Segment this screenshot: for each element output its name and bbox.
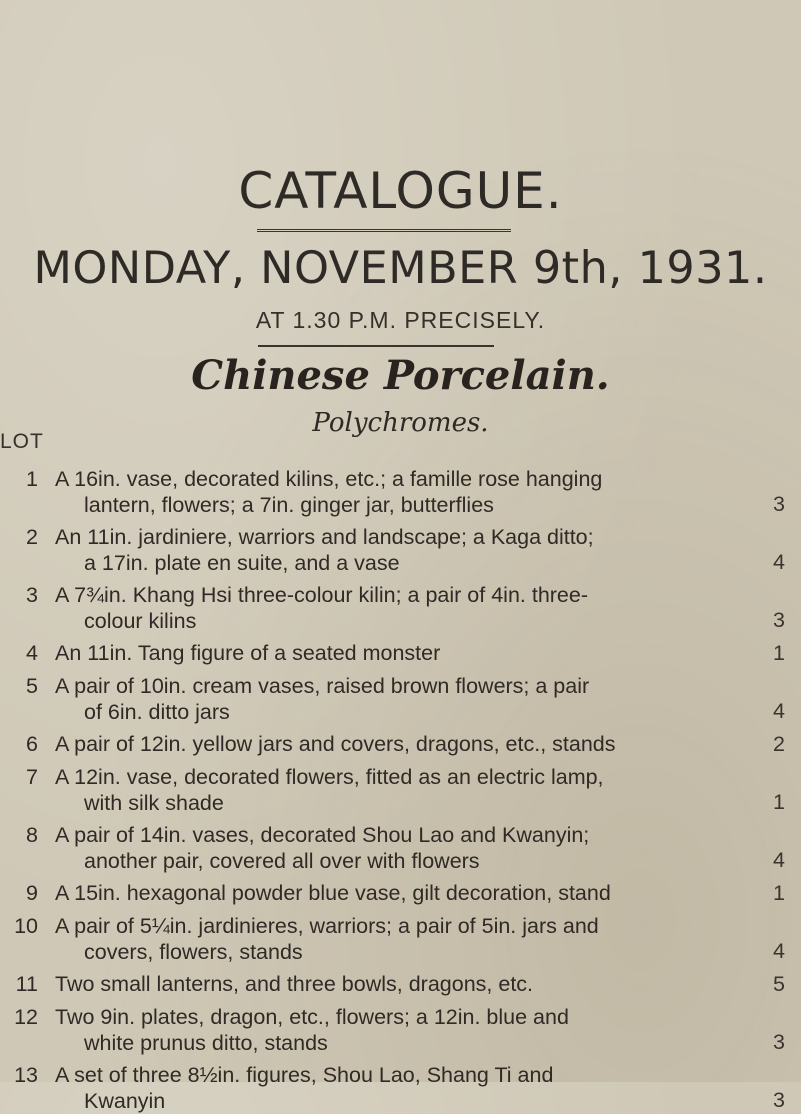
lot-margin-figure: 2 [773,732,785,756]
lot-number: 2 [26,525,38,549]
lot-margin-figure: 1 [773,790,785,814]
lot-margin-figure: 3 [773,492,785,516]
lot-number: 5 [26,674,38,698]
sale-date-heading: MONDAY, NOVEMBER 9th, 1931. [33,243,768,294]
lot-number: 9 [26,881,38,905]
lot-description-line: An 11in. jardiniere, warriors and landscape; a Kaga ditto; [55,525,594,549]
lot-description-line: A 12in. vase, decorated flowers, fitted as an electric lamp, [55,765,604,789]
lot-margin-figure: 4 [773,699,785,723]
lot-description [55,1004,735,1056]
lot-number: 12 [14,1005,38,1029]
lot-description-line: lantern, flowers; a 7in. ginger jar, butterflies [84,493,494,517]
lot-description-line: covers, flowers, stands [84,940,303,964]
lot-description-line: Two 9in. plates, dragon, etc., flowers; a 12in. blue and [55,1005,569,1029]
lot-description [55,764,735,816]
lot-margin-figure: 1 [773,881,785,905]
lot-description [55,971,735,997]
lot-description [55,466,735,518]
lot-description [55,1062,735,1114]
time-rule [258,345,494,347]
lot-number: 1 [26,467,38,491]
lot-margin-figure: 5 [773,972,785,996]
lot-margin-figure: 3 [773,1030,785,1054]
lot-number: 10 [14,914,38,938]
lot-margin-figure: 3 [773,1088,785,1112]
lot-description-line: A pair of 10in. cream vases, raised brown flowers; a pair [55,674,590,698]
lot-number: 13 [14,1063,38,1087]
lot-margin-figure: 4 [773,550,785,574]
lot-description [55,582,735,634]
lot-description-line: A pair of 5¼in. jardinieres, warriors; a pair of 5in. jars and [55,914,599,938]
lot-number: 3 [26,583,38,607]
lot-margin-figure: 4 [773,848,785,872]
lot-description-line: a 17in. plate en suite, and a vase [84,551,400,575]
lot-description-line: A 16in. vase, decorated kilins, etc.; a famille rose hanging [55,467,603,491]
lot-description-line: A 15in. hexagonal powder blue vase, gilt decoration, stand [55,881,611,905]
catalogue-title: CATALOGUE. [238,162,563,220]
lot-margin-figure: 1 [773,641,785,665]
lot-description [55,640,735,666]
lot-description [55,913,735,965]
lot-description-line: A pair of 12in. yellow jars and covers, dragons, etc., stands [55,732,616,756]
lot-number: 6 [26,732,38,756]
lot-margin-figure: 4 [773,939,785,963]
lot-number: 8 [26,823,38,847]
lot-description-line: A pair of 14in. vases, decorated Shou Lao and Kwanyin; [55,823,590,847]
lot-description-line: A 7¾in. Khang Hsi three-colour kilin; a pair of 4in. three- [55,583,589,607]
lot-description [55,673,735,725]
lot-column-header: LOT [0,430,44,453]
lot-description [55,731,735,757]
lot-description-line: colour kilins [84,609,197,633]
title-rule [257,229,511,232]
lot-description-line: Two small lanterns, and three bowls, dragons, etc. [55,972,534,996]
lot-description-line: An 11in. Tang figure of a seated monster [55,641,441,665]
lot-description-line: of 6in. ditto jars [84,700,230,724]
sale-time: AT 1.30 P.M. PRECISELY. [255,307,546,333]
section-title: Chinese Porcelain. [191,352,610,399]
lot-number: 4 [26,641,38,665]
lot-description [55,822,735,874]
lot-description-line: A set of three 8½in. figures, Shou Lao, Shang Ti and [55,1063,554,1087]
lot-description [55,524,735,576]
lot-number: 11 [15,972,38,996]
lot-margin-figure: 3 [773,608,785,632]
lot-number: 7 [26,765,38,789]
lot-description-line: Kwanyin [84,1089,166,1113]
lot-description-line: with silk shade [84,791,224,815]
lot-description [55,880,735,906]
lot-description-line: another pair, covered all over with flowers [84,849,480,873]
lot-description-line: white prunus ditto, stands [84,1031,328,1055]
section-subtitle: Polychromes. [312,408,489,438]
